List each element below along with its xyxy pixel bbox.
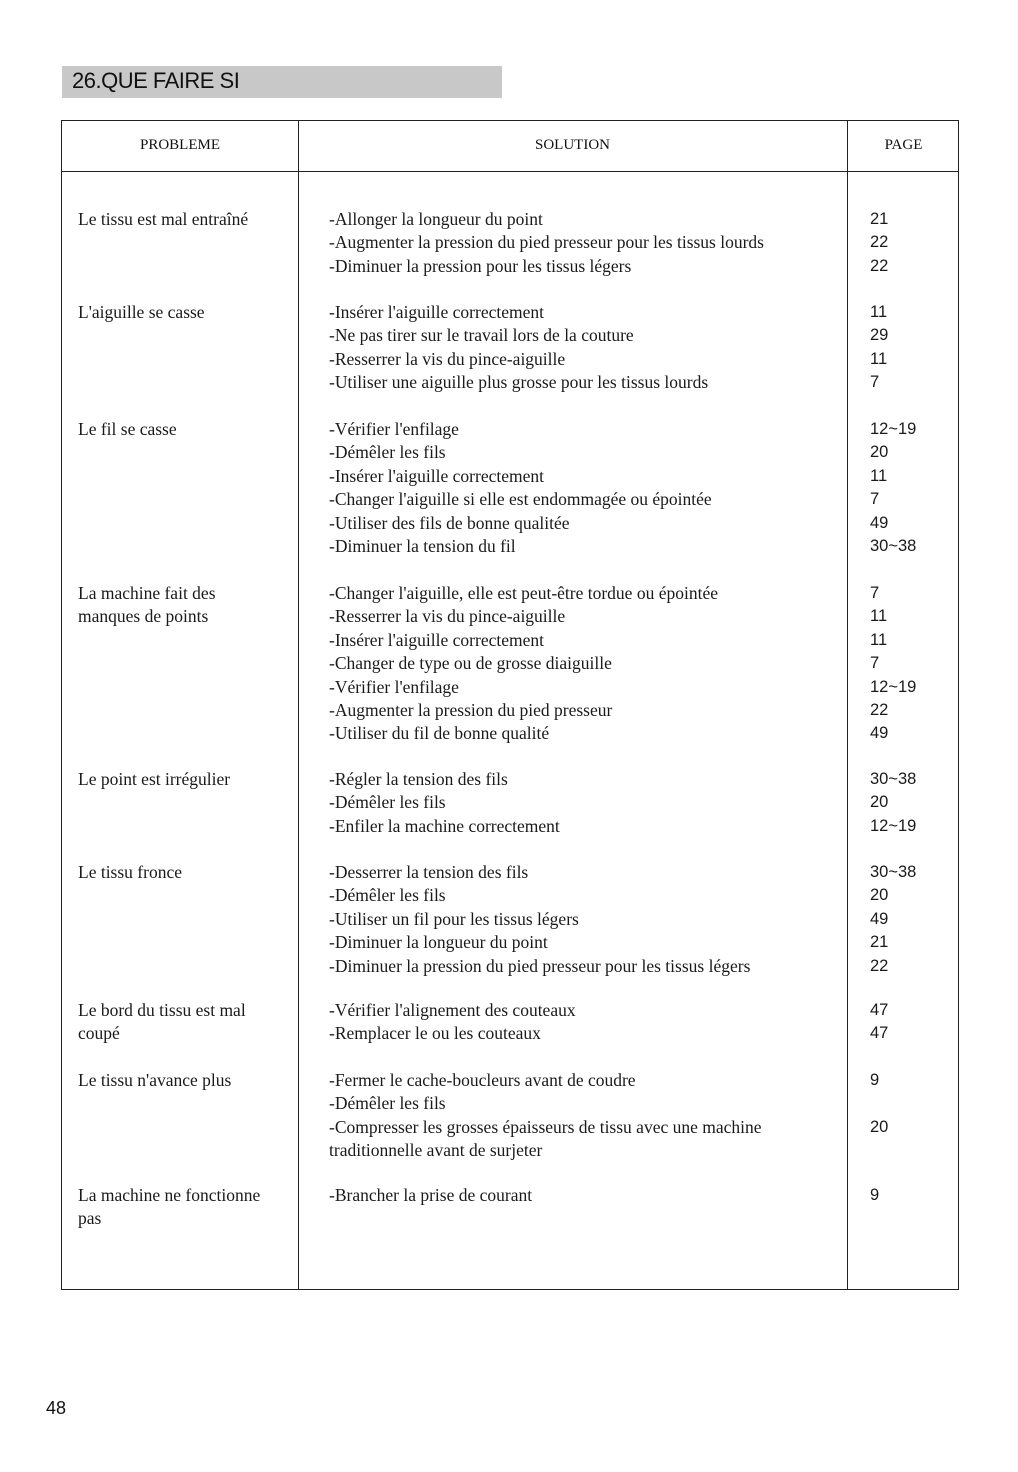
solution-line: -Changer l'aiguille, elle est peut-être tordue ou épointée bbox=[329, 583, 718, 603]
solution-line: -Utiliser un fil pour les tissus légers bbox=[329, 908, 579, 929]
page-ref: 49 bbox=[870, 909, 889, 928]
page-cell bbox=[870, 999, 950, 1046]
problem-cell: La machine fait des manques de points bbox=[78, 583, 216, 627]
problem-cell: La machine ne fonctionne pas bbox=[78, 1185, 261, 1229]
solution-line: -Insérer l'aiguille correctement bbox=[329, 302, 544, 322]
page-ref: 30~38 bbox=[870, 863, 917, 881]
solution-cell bbox=[329, 208, 849, 278]
solution-line: -Régler la tension des fils bbox=[329, 769, 508, 789]
page-cell bbox=[870, 418, 950, 558]
troubleshooting-table bbox=[61, 120, 959, 1290]
solution-line: -Diminuer la pression du pied presseur pour les tissus légers bbox=[329, 955, 751, 976]
solution-line: -Vérifier l'enfilage bbox=[329, 419, 459, 439]
page-ref: 7 bbox=[870, 584, 880, 602]
page-ref: 11 bbox=[870, 466, 888, 485]
page-cell bbox=[870, 301, 950, 395]
page-ref: 22 bbox=[870, 233, 889, 252]
solution-line: -Fermer le cache-boucleurs avant de coudre bbox=[329, 1070, 636, 1090]
header-problem: PROBLEME bbox=[139, 137, 220, 153]
page-ref: 20 bbox=[870, 1117, 889, 1136]
page-ref: 49 bbox=[870, 724, 889, 743]
solution-cell bbox=[329, 1069, 849, 1163]
solution-line: -Augmenter la pression du pied presseur bbox=[329, 700, 613, 721]
page-ref: 9 bbox=[870, 1071, 880, 1089]
page-ref: 12~19 bbox=[870, 816, 917, 835]
solution-line: -Utiliser des fils de bonne qualitée bbox=[329, 512, 570, 533]
page-ref: 47 bbox=[870, 1024, 889, 1043]
header-solution: SOLUTION bbox=[535, 137, 610, 153]
solution-line: -Compresser les grosses épaisseurs de tissu avec une machine traditionnelle avant de surjeter bbox=[329, 1116, 762, 1161]
page-cell bbox=[870, 1069, 950, 1139]
solution-line: -Diminuer la longueur du point bbox=[329, 932, 548, 953]
solution-cell bbox=[329, 582, 849, 746]
solution-cell bbox=[329, 418, 849, 558]
solution-cell bbox=[329, 861, 849, 978]
problem-cell: Le tissu est mal entraîné bbox=[78, 209, 249, 229]
problem-cell: Le fil se casse bbox=[78, 419, 177, 439]
solution-line: -Utiliser une aiguille plus grosse pour les tissus lourds bbox=[329, 372, 709, 393]
section-title-bar bbox=[62, 66, 502, 98]
page-ref: 20 bbox=[870, 443, 889, 462]
column-divider bbox=[298, 121, 299, 1289]
solution-line: -Démêler les fils bbox=[329, 885, 446, 906]
page-number: 48 bbox=[46, 1398, 67, 1418]
solution-line: -Changer de type ou de grosse diaiguille bbox=[329, 653, 612, 674]
solution-line: -Insérer l'aiguille correctement bbox=[329, 465, 544, 486]
solution-line: -Démêler les fils bbox=[329, 1093, 446, 1114]
solution-line: -Vérifier l'enfilage bbox=[329, 676, 459, 697]
page-ref: 11 bbox=[870, 607, 888, 626]
problem-cell: Le tissu fronce bbox=[78, 862, 182, 882]
page-ref: 11 bbox=[870, 349, 888, 368]
solution-line: -Changer l'aiguille si elle est endommagée ou épointée bbox=[329, 489, 712, 510]
solution-line: -Démêler les fils bbox=[329, 442, 446, 463]
header-page: PAGE bbox=[884, 137, 923, 153]
page-ref: 30~38 bbox=[870, 536, 917, 555]
solution-cell bbox=[329, 999, 849, 1046]
page-ref: 22 bbox=[870, 700, 889, 719]
page-cell bbox=[870, 208, 950, 278]
page-ref: 11 bbox=[870, 303, 888, 321]
page-ref: 47 bbox=[870, 1001, 889, 1019]
section-title: 26.QUE FAIRE SI bbox=[72, 68, 240, 93]
solution-cell bbox=[329, 301, 849, 395]
solution-line: -Enfiler la machine correctement bbox=[329, 815, 560, 836]
page-ref bbox=[870, 1092, 950, 1115]
page-ref: 7 bbox=[870, 490, 880, 509]
solution-line: -Resserrer la vis du pince-aiguille bbox=[329, 348, 566, 369]
solution-line: -Ne pas tirer sur le travail lors de la couture bbox=[329, 325, 634, 346]
solution-line: -Diminuer la pression pour les tissus légers bbox=[329, 255, 632, 276]
solution-line: -Utiliser du fil de bonne qualité bbox=[329, 723, 550, 744]
solution-line: -Augmenter la pression du pied presseur pour les tissus lourds bbox=[329, 232, 764, 253]
solution-line: -Vérifier l'alignement des couteaux bbox=[329, 1000, 576, 1020]
page-ref: 49 bbox=[870, 513, 889, 532]
solution-cell bbox=[329, 768, 849, 838]
page-ref: 22 bbox=[870, 256, 889, 275]
page-ref: 21 bbox=[870, 933, 889, 952]
solution-line: -Démêler les fils bbox=[329, 792, 446, 813]
solution-line: -Allonger la longueur du point bbox=[329, 209, 543, 229]
page-ref: 20 bbox=[870, 793, 889, 812]
solution-line: -Desserrer la tension des fils bbox=[329, 862, 529, 882]
page-cell bbox=[870, 768, 950, 838]
page-ref: 29 bbox=[870, 326, 889, 345]
page-ref: 22 bbox=[870, 956, 889, 975]
page-ref: 12~19 bbox=[870, 677, 917, 696]
problem-cell: Le bord du tissu est mal coupé bbox=[78, 1000, 246, 1044]
page-ref: 20 bbox=[870, 886, 889, 905]
solution-line: -Insérer l'aiguille correctement bbox=[329, 629, 544, 650]
page-cell bbox=[870, 861, 950, 978]
solution-line: -Diminuer la tension du fil bbox=[329, 536, 516, 557]
solution-line: -Brancher la prise de courant bbox=[329, 1185, 533, 1205]
page-ref: 7 bbox=[870, 654, 880, 673]
page-ref: 11 bbox=[870, 630, 888, 649]
problem-cell: Le point est irrégulier bbox=[78, 769, 231, 789]
page-ref: 9 bbox=[870, 1186, 880, 1204]
page-ref: 30~38 bbox=[870, 770, 917, 788]
page-ref: 21 bbox=[870, 210, 889, 228]
page-ref: 12~19 bbox=[870, 420, 917, 438]
page-cell bbox=[870, 582, 950, 746]
solution-line: -Resserrer la vis du pince-aiguille bbox=[329, 606, 566, 627]
solution-line: -Remplacer le ou les couteaux bbox=[329, 1023, 541, 1044]
problem-cell: L'aiguille se casse bbox=[78, 302, 205, 322]
page-ref: 7 bbox=[870, 373, 880, 392]
header-divider bbox=[62, 171, 958, 172]
solution-cell bbox=[329, 1184, 849, 1207]
page-cell bbox=[870, 1184, 950, 1207]
problem-cell: Le tissu n'avance plus bbox=[78, 1070, 232, 1090]
